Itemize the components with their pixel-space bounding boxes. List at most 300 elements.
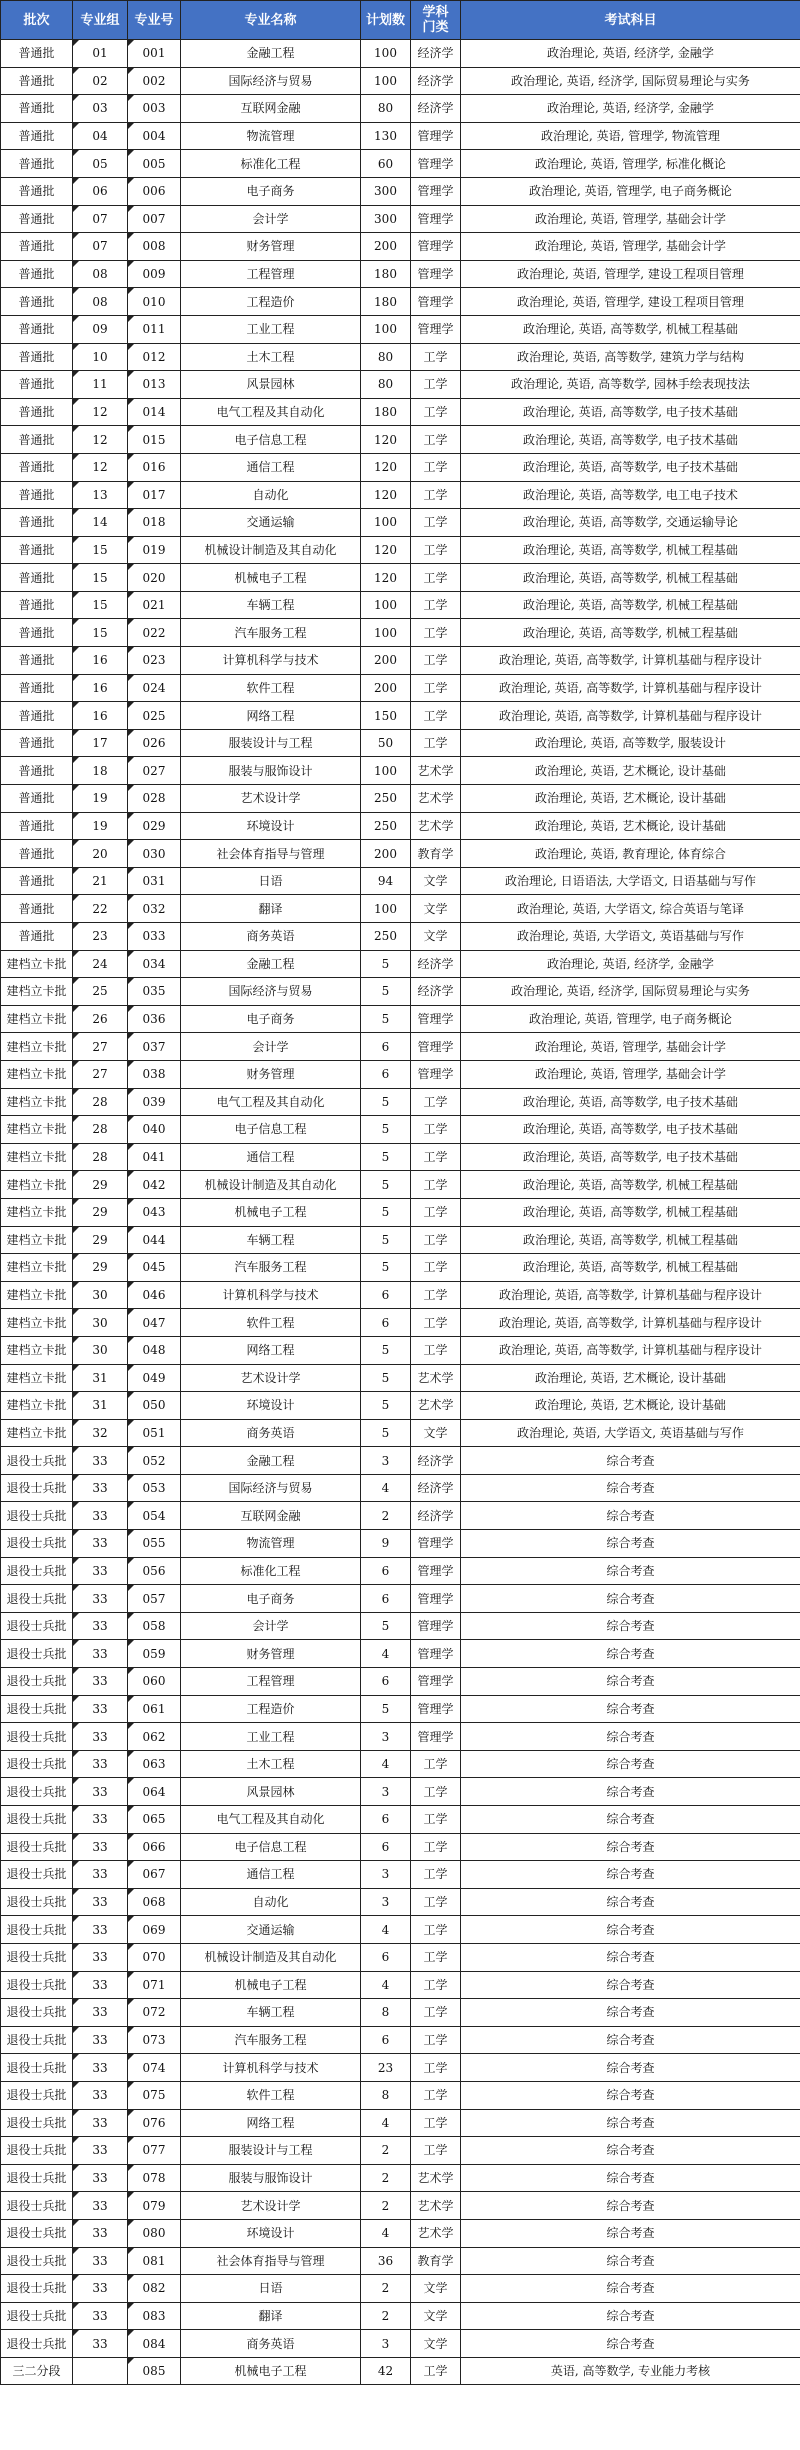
major-name-cell: 计算机科学与技术 [181, 1281, 361, 1309]
major-code-cell: 003 [128, 95, 181, 123]
major-code-cell: 027 [128, 757, 181, 785]
batch-cell: 建档立卡批 [1, 1005, 73, 1033]
major-name-cell: 土木工程 [181, 1750, 361, 1778]
major-name-cell: 汽车服务工程 [181, 619, 361, 647]
major-name-cell: 工程管理 [181, 1668, 361, 1696]
group-cell: 13 [73, 481, 128, 509]
group-cell: 07 [73, 233, 128, 261]
exam-subjects-cell: 政治理论, 英语, 高等数学, 机械工程基础 [461, 1254, 800, 1282]
plan-count-cell: 120 [361, 536, 411, 564]
plan-count-cell: 5 [361, 1226, 411, 1254]
discipline-cell: 工学 [411, 674, 461, 702]
discipline-cell: 工学 [411, 509, 461, 537]
exam-subjects-cell: 综合考查 [461, 2054, 800, 2082]
discipline-cell: 工学 [411, 481, 461, 509]
exam-subjects-cell: 政治理论, 英语, 管理学, 物流管理 [461, 122, 800, 150]
major-name-cell: 会计学 [181, 1033, 361, 1061]
discipline-cell: 工学 [411, 564, 461, 592]
plan-count-cell: 300 [361, 205, 411, 233]
major-name-cell: 金融工程 [181, 1447, 361, 1475]
exam-subjects-cell: 综合考查 [461, 1833, 800, 1861]
table-row [1, 1695, 800, 1723]
major-name-cell: 土木工程 [181, 343, 361, 371]
major-name-cell: 财务管理 [181, 1640, 361, 1668]
major-code-cell: 025 [128, 702, 181, 730]
table-row [1, 1750, 800, 1778]
table-row [1, 2137, 800, 2165]
plan-count-cell: 150 [361, 702, 411, 730]
group-cell: 16 [73, 702, 128, 730]
plan-count-cell: 200 [361, 647, 411, 675]
exam-subjects-cell: 政治理论, 英语, 管理学, 电子商务概论 [461, 177, 800, 205]
table-row [1, 205, 800, 233]
discipline-cell: 工学 [411, 1198, 461, 1226]
major-code-cell: 013 [128, 371, 181, 399]
batch-cell: 建档立卡批 [1, 978, 73, 1006]
exam-subjects-cell: 政治理论, 英语, 高等数学, 电子技术基础 [461, 426, 800, 454]
plan-count-cell: 5 [361, 1336, 411, 1364]
major-name-cell: 汽车服务工程 [181, 1254, 361, 1282]
discipline-cell: 工学 [411, 619, 461, 647]
group-cell: 12 [73, 453, 128, 481]
table-row [1, 1723, 800, 1751]
table-row [1, 1198, 800, 1226]
major-name-cell: 标准化工程 [181, 150, 361, 178]
major-name-cell: 电子商务 [181, 1005, 361, 1033]
table-row [1, 729, 800, 757]
plan-count-cell: 6 [361, 1557, 411, 1585]
group-cell: 33 [73, 2192, 128, 2220]
table-row [1, 564, 800, 592]
batch-cell: 退役士兵批 [1, 1999, 73, 2027]
table-row [1, 2109, 800, 2137]
batch-cell: 退役士兵批 [1, 1778, 73, 1806]
exam-subjects-cell: 综合考查 [461, 1668, 800, 1696]
group-cell: 33 [73, 1557, 128, 1585]
major-code-cell: 029 [128, 812, 181, 840]
exam-subjects-cell: 政治理论, 英语, 高等数学, 机械工程基础 [461, 564, 800, 592]
plan-count-cell: 4 [361, 1916, 411, 1944]
plan-count-cell: 42 [361, 2357, 411, 2385]
table-row [1, 591, 800, 619]
plan-count-cell: 100 [361, 40, 411, 68]
table-row [1, 2026, 800, 2054]
exam-subjects-cell: 政治理论, 英语, 高等数学, 电工电子技术 [461, 481, 800, 509]
discipline-cell: 经济学 [411, 95, 461, 123]
major-name-cell: 环境设计 [181, 1392, 361, 1420]
discipline-cell: 管理学 [411, 1060, 461, 1088]
major-code-cell: 051 [128, 1419, 181, 1447]
plan-count-cell: 3 [361, 2330, 411, 2358]
major-code-cell: 063 [128, 1750, 181, 1778]
major-name-cell: 服装设计与工程 [181, 2137, 361, 2165]
exam-subjects-cell: 综合考查 [461, 1971, 800, 1999]
plan-count-cell: 100 [361, 509, 411, 537]
plan-count-cell: 5 [361, 950, 411, 978]
batch-cell: 退役士兵批 [1, 1502, 73, 1530]
discipline-cell: 管理学 [411, 177, 461, 205]
exam-subjects-cell: 政治理论, 英语, 艺术概论, 设计基础 [461, 757, 800, 785]
discipline-cell: 管理学 [411, 1530, 461, 1558]
major-name-cell: 艺术设计学 [181, 785, 361, 813]
table-row [1, 2330, 800, 2358]
group-cell: 31 [73, 1392, 128, 1420]
major-code-cell: 075 [128, 2081, 181, 2109]
exam-subjects-cell: 政治理论, 英语, 艺术概论, 设计基础 [461, 785, 800, 813]
discipline-cell: 工学 [411, 1806, 461, 1834]
major-code-cell: 039 [128, 1088, 181, 1116]
batch-cell: 建档立卡批 [1, 1392, 73, 1420]
major-name-cell: 工业工程 [181, 315, 361, 343]
batch-cell: 建档立卡批 [1, 1419, 73, 1447]
group-cell: 33 [73, 1668, 128, 1696]
major-name-cell: 财务管理 [181, 233, 361, 261]
exam-subjects-cell: 政治理论, 英语, 高等数学, 计算机基础与程序设计 [461, 1309, 800, 1337]
group-cell: 19 [73, 785, 128, 813]
group-cell: 30 [73, 1336, 128, 1364]
header-group: 专业组 [73, 1, 128, 40]
major-code-cell: 082 [128, 2275, 181, 2303]
group-cell: 15 [73, 591, 128, 619]
group-cell: 22 [73, 895, 128, 923]
table-row [1, 1060, 800, 1088]
major-name-cell: 风景园林 [181, 1778, 361, 1806]
exam-subjects-cell: 政治理论, 英语, 管理学, 基础会计学 [461, 1060, 800, 1088]
exam-subjects-cell: 政治理论, 英语, 管理学, 电子商务概论 [461, 1005, 800, 1033]
exam-subjects-cell: 综合考查 [461, 2247, 800, 2275]
batch-cell: 普通批 [1, 177, 73, 205]
major-code-cell: 083 [128, 2302, 181, 2330]
plan-count-cell: 5 [361, 1116, 411, 1144]
major-code-cell: 064 [128, 1778, 181, 1806]
exam-subjects-cell: 综合考查 [461, 1640, 800, 1668]
discipline-cell: 工学 [411, 1143, 461, 1171]
major-name-cell: 服装与服饰设计 [181, 757, 361, 785]
exam-subjects-cell: 政治理论, 英语, 高等数学, 电子技术基础 [461, 1116, 800, 1144]
major-code-cell: 071 [128, 1971, 181, 1999]
group-cell: 31 [73, 1364, 128, 1392]
major-code-cell: 062 [128, 1723, 181, 1751]
group-cell: 29 [73, 1198, 128, 1226]
group-cell: 33 [73, 1640, 128, 1668]
exam-subjects-cell: 综合考查 [461, 1916, 800, 1944]
batch-cell: 建档立卡批 [1, 1309, 73, 1337]
discipline-cell: 经济学 [411, 978, 461, 1006]
table-row [1, 481, 800, 509]
table-row [1, 1281, 800, 1309]
exam-subjects-cell: 综合考查 [461, 1806, 800, 1834]
major-name-cell: 车辆工程 [181, 1226, 361, 1254]
major-code-cell: 037 [128, 1033, 181, 1061]
major-code-cell: 073 [128, 2026, 181, 2054]
discipline-cell: 文学 [411, 867, 461, 895]
group-cell: 15 [73, 536, 128, 564]
exam-subjects-cell: 政治理论, 英语, 高等数学, 电子技术基础 [461, 453, 800, 481]
major-code-cell: 057 [128, 1585, 181, 1613]
discipline-cell: 工学 [411, 1861, 461, 1889]
plan-count-cell: 5 [361, 1419, 411, 1447]
major-name-cell: 电子信息工程 [181, 426, 361, 454]
group-cell: 33 [73, 1806, 128, 1834]
table-row [1, 343, 800, 371]
major-code-cell: 038 [128, 1060, 181, 1088]
plan-count-cell: 3 [361, 1723, 411, 1751]
table-row [1, 867, 800, 895]
plan-count-cell: 23 [361, 2054, 411, 2082]
batch-cell: 普通批 [1, 122, 73, 150]
plan-count-cell: 5 [361, 1612, 411, 1640]
table-row [1, 2192, 800, 2220]
exam-subjects-cell: 综合考查 [461, 2109, 800, 2137]
discipline-cell: 工学 [411, 1336, 461, 1364]
discipline-cell: 管理学 [411, 205, 461, 233]
exam-subjects-cell: 政治理论, 英语, 高等数学, 机械工程基础 [461, 1226, 800, 1254]
table-row [1, 1806, 800, 1834]
major-code-cell: 021 [128, 591, 181, 619]
table-row [1, 453, 800, 481]
exam-subjects-cell: 政治理论, 英语, 管理学, 基础会计学 [461, 205, 800, 233]
exam-subjects-cell: 政治理论, 英语, 大学语文, 英语基础与写作 [461, 1419, 800, 1447]
plan-count-cell: 6 [361, 2026, 411, 2054]
major-name-cell: 环境设计 [181, 812, 361, 840]
batch-cell: 退役士兵批 [1, 2302, 73, 2330]
major-code-cell: 053 [128, 1474, 181, 1502]
discipline-cell: 管理学 [411, 1640, 461, 1668]
group-cell: 29 [73, 1254, 128, 1282]
batch-cell: 普通批 [1, 343, 73, 371]
batch-cell: 退役士兵批 [1, 2330, 73, 2358]
major-code-cell: 076 [128, 2109, 181, 2137]
major-name-cell: 机械设计制造及其自动化 [181, 1943, 361, 1971]
exam-subjects-cell: 政治理论, 英语, 高等数学, 电子技术基础 [461, 398, 800, 426]
discipline-cell: 管理学 [411, 1585, 461, 1613]
plan-count-cell: 80 [361, 343, 411, 371]
major-name-cell: 风景园林 [181, 371, 361, 399]
plan-count-cell: 300 [361, 177, 411, 205]
exam-subjects-cell: 综合考查 [461, 1943, 800, 1971]
table-row [1, 702, 800, 730]
major-name-cell: 交通运输 [181, 1916, 361, 1944]
batch-cell: 普通批 [1, 812, 73, 840]
batch-cell: 普通批 [1, 371, 73, 399]
major-name-cell: 金融工程 [181, 950, 361, 978]
major-code-cell: 040 [128, 1116, 181, 1144]
discipline-cell: 艺术学 [411, 2219, 461, 2247]
plan-count-cell: 8 [361, 1999, 411, 2027]
group-cell: 32 [73, 1419, 128, 1447]
major-code-cell: 023 [128, 647, 181, 675]
major-name-cell: 自动化 [181, 1888, 361, 1916]
plan-count-cell: 4 [361, 1971, 411, 1999]
exam-subjects-cell: 英语, 高等数学, 专业能力考核 [461, 2357, 800, 2385]
exam-subjects-cell: 综合考查 [461, 1557, 800, 1585]
batch-cell: 三二分段 [1, 2357, 73, 2385]
group-cell: 33 [73, 1474, 128, 1502]
discipline-cell: 艺术学 [411, 757, 461, 785]
discipline-cell: 工学 [411, 398, 461, 426]
major-name-cell: 互联网金融 [181, 1502, 361, 1530]
group-cell: 04 [73, 122, 128, 150]
batch-cell: 普通批 [1, 205, 73, 233]
major-code-cell: 015 [128, 426, 181, 454]
major-name-cell: 通信工程 [181, 453, 361, 481]
table-row [1, 1005, 800, 1033]
major-code-cell: 049 [128, 1364, 181, 1392]
major-name-cell: 日语 [181, 867, 361, 895]
group-cell: 23 [73, 923, 128, 951]
batch-cell: 普通批 [1, 591, 73, 619]
plan-count-cell: 100 [361, 895, 411, 923]
group-cell: 11 [73, 371, 128, 399]
major-code-cell: 010 [128, 288, 181, 316]
table-row [1, 1171, 800, 1199]
major-code-cell: 019 [128, 536, 181, 564]
batch-cell: 普通批 [1, 702, 73, 730]
group-cell: 01 [73, 40, 128, 68]
major-code-cell: 056 [128, 1557, 181, 1585]
major-name-cell: 日语 [181, 2275, 361, 2303]
discipline-cell: 经济学 [411, 950, 461, 978]
major-name-cell: 电子商务 [181, 177, 361, 205]
discipline-cell: 工学 [411, 1116, 461, 1144]
major-name-cell: 服装与服饰设计 [181, 2164, 361, 2192]
table-row [1, 1309, 800, 1337]
discipline-cell: 文学 [411, 2302, 461, 2330]
batch-cell: 退役士兵批 [1, 1585, 73, 1613]
batch-cell: 普通批 [1, 674, 73, 702]
discipline-cell: 工学 [411, 1888, 461, 1916]
plan-count-cell: 100 [361, 619, 411, 647]
table-row [1, 150, 800, 178]
major-name-cell: 会计学 [181, 1612, 361, 1640]
group-cell: 33 [73, 2026, 128, 2054]
table-row [1, 757, 800, 785]
exam-subjects-cell: 政治理论, 英语, 管理学, 基础会计学 [461, 1033, 800, 1061]
batch-cell: 退役士兵批 [1, 1668, 73, 1696]
batch-cell: 普通批 [1, 867, 73, 895]
group-cell: 24 [73, 950, 128, 978]
major-name-cell: 网络工程 [181, 1336, 361, 1364]
table-row [1, 1364, 800, 1392]
plan-count-cell: 2 [361, 2164, 411, 2192]
group-cell: 33 [73, 1778, 128, 1806]
group-cell: 25 [73, 978, 128, 1006]
group-cell: 33 [73, 1833, 128, 1861]
discipline-cell: 经济学 [411, 40, 461, 68]
plan-count-cell: 2 [361, 2302, 411, 2330]
header-batch: 批次 [1, 1, 73, 40]
exam-subjects-cell: 政治理论, 英语, 大学语文, 英语基础与写作 [461, 923, 800, 951]
plan-count-cell: 2 [361, 1502, 411, 1530]
group-cell: 12 [73, 398, 128, 426]
major-name-cell: 通信工程 [181, 1861, 361, 1889]
discipline-cell: 管理学 [411, 150, 461, 178]
exam-subjects-cell: 政治理论, 英语, 管理学, 建设工程项目管理 [461, 288, 800, 316]
major-name-cell: 标准化工程 [181, 1557, 361, 1585]
plan-count-cell: 4 [361, 2219, 411, 2247]
plan-count-cell: 5 [361, 1695, 411, 1723]
major-name-cell: 艺术设计学 [181, 2192, 361, 2220]
batch-cell: 普通批 [1, 895, 73, 923]
plan-count-cell: 80 [361, 95, 411, 123]
table-row [1, 2164, 800, 2192]
batch-cell: 普通批 [1, 536, 73, 564]
major-code-cell: 070 [128, 1943, 181, 1971]
major-name-cell: 会计学 [181, 205, 361, 233]
major-code-cell: 011 [128, 315, 181, 343]
batch-cell: 建档立卡批 [1, 1226, 73, 1254]
major-name-cell: 软件工程 [181, 674, 361, 702]
group-cell: 02 [73, 67, 128, 95]
group-cell: 15 [73, 619, 128, 647]
table-row [1, 1888, 800, 1916]
major-code-cell: 066 [128, 1833, 181, 1861]
exam-subjects-cell: 综合考查 [461, 1723, 800, 1751]
exam-subjects-cell: 政治理论, 英语, 高等数学, 电子技术基础 [461, 1143, 800, 1171]
discipline-cell: 工学 [411, 1971, 461, 1999]
group-cell: 33 [73, 1943, 128, 1971]
batch-cell: 普通批 [1, 923, 73, 951]
batch-cell: 普通批 [1, 398, 73, 426]
group-cell: 33 [73, 1447, 128, 1475]
major-code-cell: 050 [128, 1392, 181, 1420]
group-cell: 09 [73, 315, 128, 343]
exam-subjects-cell: 政治理论, 英语, 经济学, 金融学 [461, 95, 800, 123]
plan-count-cell: 5 [361, 1392, 411, 1420]
group-cell: 33 [73, 1723, 128, 1751]
discipline-cell: 工学 [411, 1833, 461, 1861]
batch-cell: 退役士兵批 [1, 1640, 73, 1668]
exam-subjects-cell: 政治理论, 英语, 高等数学, 交通运输导论 [461, 509, 800, 537]
exam-subjects-cell: 综合考查 [461, 2137, 800, 2165]
batch-cell: 退役士兵批 [1, 2164, 73, 2192]
discipline-cell: 工学 [411, 1916, 461, 1944]
batch-cell: 退役士兵批 [1, 2247, 73, 2275]
exam-subjects-cell: 政治理论, 英语, 高等数学, 机械工程基础 [461, 315, 800, 343]
plan-count-cell: 5 [361, 1088, 411, 1116]
group-cell: 33 [73, 1585, 128, 1613]
group-cell: 15 [73, 564, 128, 592]
discipline-cell: 工学 [411, 2054, 461, 2082]
batch-cell: 建档立卡批 [1, 1198, 73, 1226]
exam-subjects-cell: 政治理论, 英语, 经济学, 金融学 [461, 950, 800, 978]
group-cell: 07 [73, 205, 128, 233]
batch-cell: 普通批 [1, 150, 73, 178]
exam-subjects-cell: 综合考查 [461, 2192, 800, 2220]
table-row [1, 840, 800, 868]
header-major-code: 专业号 [128, 1, 181, 40]
major-code-cell: 028 [128, 785, 181, 813]
table-header [1, 1, 800, 40]
exam-subjects-cell: 政治理论, 英语, 艺术概论, 设计基础 [461, 1364, 800, 1392]
major-name-cell: 电子商务 [181, 1585, 361, 1613]
table-row [1, 177, 800, 205]
batch-cell: 退役士兵批 [1, 2275, 73, 2303]
batch-cell: 普通批 [1, 233, 73, 261]
major-code-cell: 061 [128, 1695, 181, 1723]
major-name-cell: 机械电子工程 [181, 1971, 361, 1999]
major-name-cell: 物流管理 [181, 122, 361, 150]
major-code-cell: 008 [128, 233, 181, 261]
exam-subjects-cell: 政治理论, 英语, 高等数学, 机械工程基础 [461, 1171, 800, 1199]
major-name-cell: 商务英语 [181, 1419, 361, 1447]
plan-count-cell: 5 [361, 1364, 411, 1392]
plan-count-cell: 6 [361, 1585, 411, 1613]
plan-count-cell: 200 [361, 233, 411, 261]
table-body [1, 40, 800, 2385]
exam-subjects-cell: 政治理论, 英语, 高等数学, 计算机基础与程序设计 [461, 1281, 800, 1309]
plan-count-cell: 6 [361, 1668, 411, 1696]
